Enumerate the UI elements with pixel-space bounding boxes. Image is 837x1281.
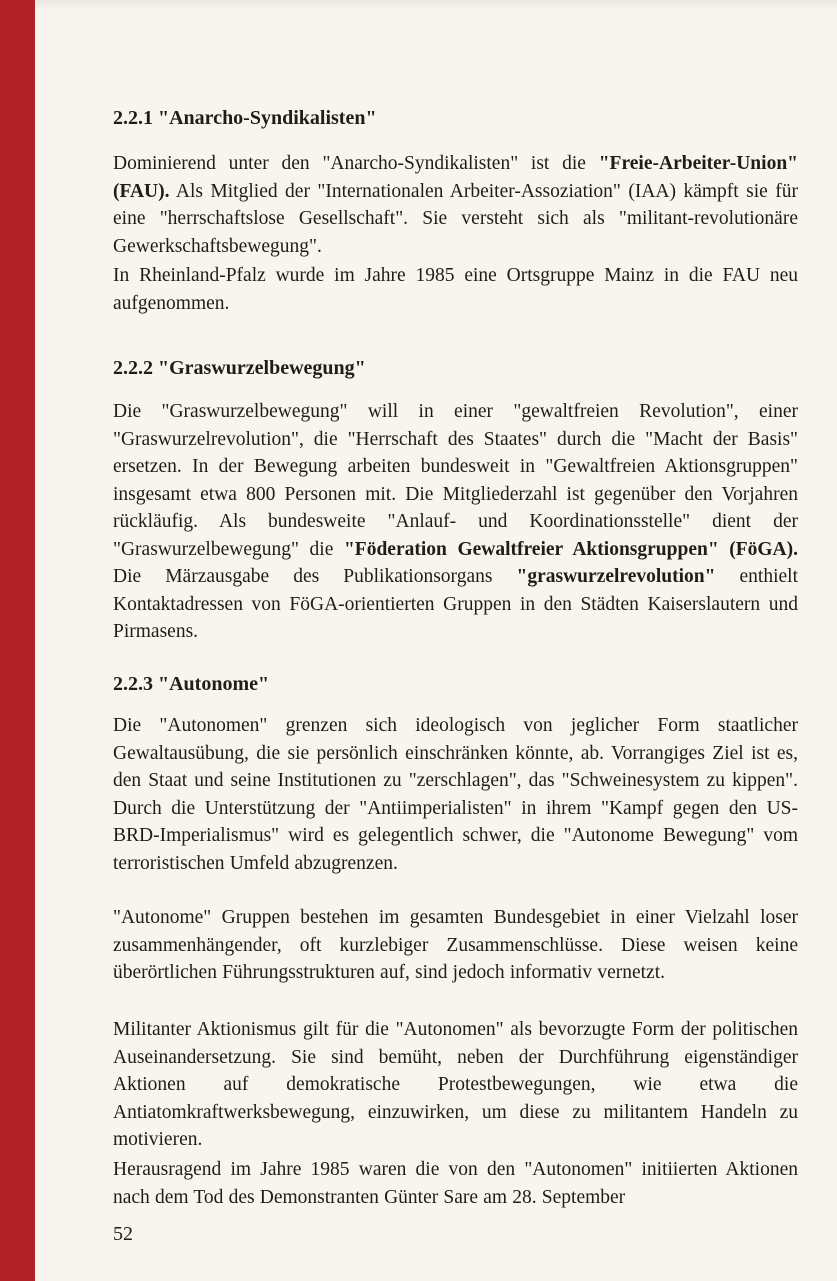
document-page (113, 0, 798, 1281)
text-run: Militanter Aktionismus gilt für die "Autonomen" als bevorzugte Form der politischen Auseinandersetzung. Sie sind bemüht, neben der Durchführung eigenständiger Aktionen auf demokratische Protestbewegungen, wie etwa die Antiatomkraftwerksbewegung, einzuwirken, um diese zu militantem Handeln zu motivieren. (113, 1019, 798, 1150)
text-run: Die "Graswurzelbewegung" will in einer "gewaltfreien Revolution", einer "Graswurzelrevolution", die "Herrschaft des Staates" durch die "Macht der Basis" ersetzen. In der Bewegung arbeiten bundesweit in "Gewaltfreien Aktionsgruppen" insgesamt etwa 800 Personen mit. Die Mitgliederzahl ist gegenüber den Vorjahren rückläufig. Als bundesweite "Anlauf- und Koordinationsstelle" dient der "Graswurzelbewegung" die (113, 401, 798, 560)
text-run: enthielt Kontaktadressen von FöGA-orientierten Gruppen in den Städten Kaiserslautern und Pirmasens. (113, 566, 798, 642)
paragraph-autonome-ideology (113, 712, 798, 877)
paragraph-ortsgruppe-mainz (113, 262, 798, 317)
paragraph-autonome-1985 (113, 1156, 798, 1211)
heading-autonome: 2.2.3 "Autonome" (113, 673, 270, 695)
bold-run-publication: "graswurzelrevolution" (516, 566, 716, 587)
red-binding-edge (0, 0, 35, 1281)
text-run: Die Märzausgabe des Publikationsorgans (113, 566, 517, 587)
text-run: In Rheinland-Pfalz wurde im Jahre 1985 eine Ortsgruppe Mainz in die FAU neu aufgenommen. (113, 265, 798, 314)
text-run: Dominierend unter den "Anarcho-Syndikalisten" ist die (113, 153, 599, 174)
heading-anarcho-syndikalisten: 2.2.1 "Anarcho-Syndikalisten" (113, 107, 377, 129)
page-number: 52 (113, 1223, 133, 1245)
text-run: Die "Autonomen" grenzen sich ideologisch von jeglicher Form staatlicher Gewaltausübung, die sie persönlich einschränken könnte, ab. Vorrangiges Ziel ist es, den Staat und seine Institutionen zu "zerschlagen", das "Schweinesystem zu kippen". Durch die Unterstützung der "Antiimperialisten" in ihrem "Kampf gegen den US-BRD-Imperialismus" wird es gelegentlich schwer, die "Autonome Bewegung" vom terroristischen Umfeld abzugrenzen. (113, 715, 798, 874)
paragraph-autonome-groups (113, 904, 798, 987)
bold-run-fau: "Freie-Arbeiter-Union" (FAU). (113, 153, 798, 202)
text-run: Als Mitglied der "Internationalen Arbeiter-Assoziation" (IAA) kämpft sie für eine "herrschaftslose Gesellschaft". Sie versteht sich als "militant-revolutionäre Gewerkschaftsbewegung". (113, 180, 798, 257)
text-run: Herausragend im Jahre 1985 waren die von den "Autonomen" initiierten Aktionen nach dem Tod des Demonstranten Günter Sare am 28. September (113, 1159, 798, 1208)
bold-run-foega: "Föderation Gewaltfreier Aktionsgruppen" (FöGA). (343, 538, 799, 560)
paragraph-autonome-militancy (113, 1016, 798, 1154)
text-run: "Autonome" Gruppen bestehen im gesamten Bundesgebiet in einer Vielzahl loser zusammenhängender, oft kurzlebiger Zusammenschlüsse. Diese weisen keine überörtlichen Führungsstrukturen auf, sind jedoch informativ vernetzt. (113, 907, 798, 983)
heading-graswurzelbewegung: 2.2.2 "Graswurzelbewegung" (113, 357, 366, 379)
paragraph-fau (113, 150, 798, 260)
paragraph-graswurzel (113, 398, 798, 646)
